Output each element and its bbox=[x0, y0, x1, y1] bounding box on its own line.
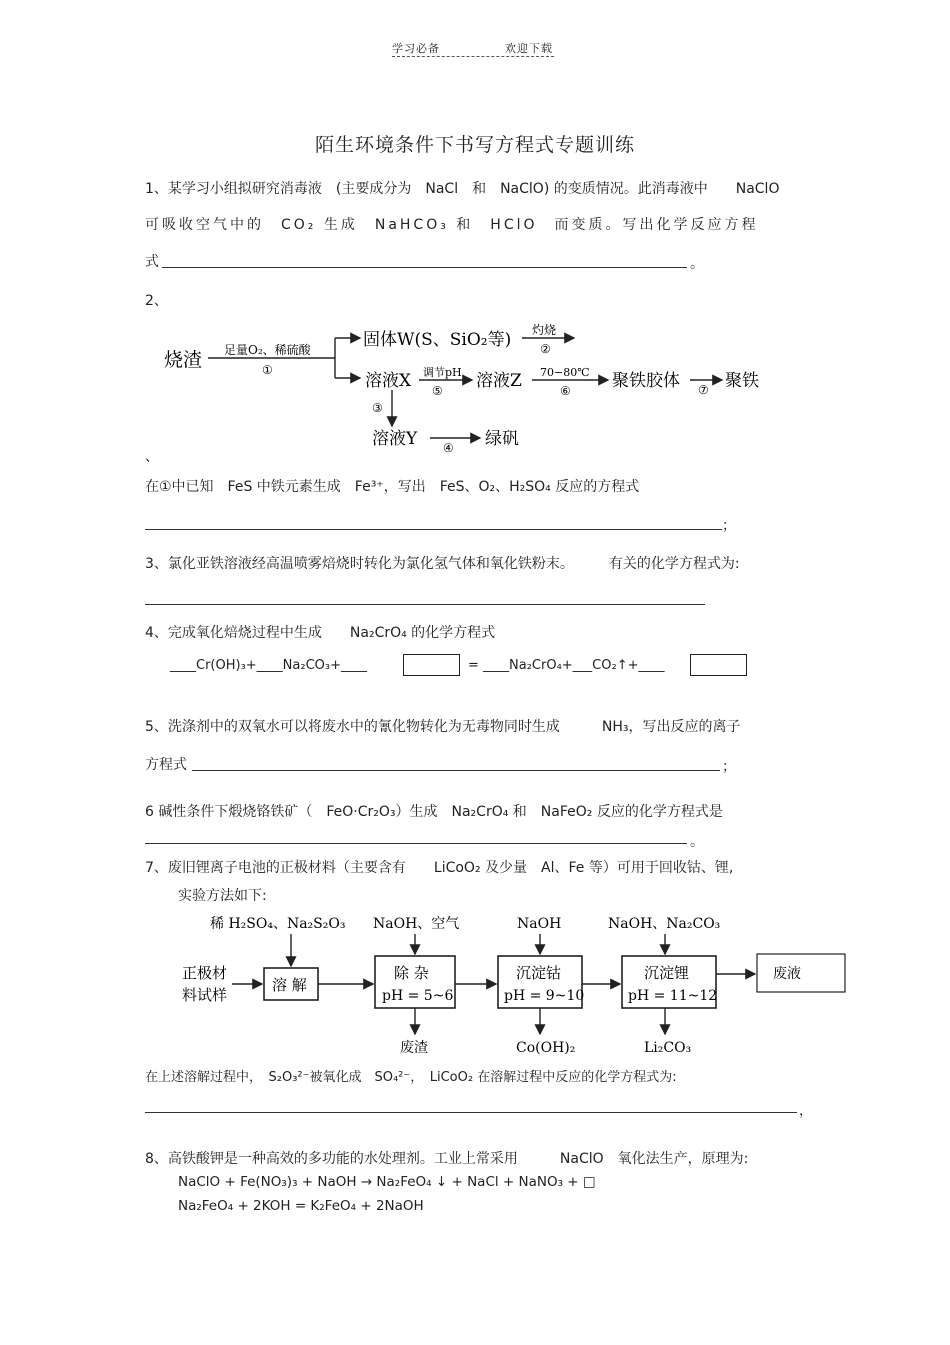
fc7-out3: Co(OH)₂ bbox=[516, 1040, 576, 1056]
fc2-arrow4: ④ bbox=[443, 441, 454, 453]
q2-flowchart bbox=[160, 318, 765, 453]
fc2-start: 烧渣 bbox=[164, 349, 203, 371]
fc2-solz: 溶液Z bbox=[476, 371, 522, 391]
q2-text: 在①中已知 FeS 中铁元素生成 Fe³⁺，写出 FeS、O₂、H₂SO₄ 反应的方程式 bbox=[145, 479, 640, 495]
fc7-box4b: pH = 11~12 bbox=[628, 988, 718, 1004]
q7-line2: 实验方法如下: bbox=[178, 888, 267, 904]
fc2-solid: 固体W(S、SiO₂等) bbox=[363, 330, 512, 350]
q4-eq-b: = ____Na₂CrO₄+___CO₂↑+____ bbox=[468, 658, 665, 673]
q6-answer-line[interactable] bbox=[145, 843, 687, 844]
fc7-start-line1: 正极材 bbox=[182, 964, 228, 982]
fc2-arrow2-top: 灼烧 bbox=[532, 323, 557, 337]
header-right: 欢迎下载 bbox=[505, 42, 553, 55]
q1-answer-line[interactable] bbox=[162, 267, 687, 268]
fc7-out2: 废渣 bbox=[400, 1040, 428, 1056]
fc7-box3a: 沉淀钴 bbox=[516, 964, 562, 982]
q2-end: ； bbox=[722, 518, 736, 534]
fc2-vitriol: 绿矾 bbox=[485, 429, 519, 449]
q5-line2-start: 方程式 bbox=[145, 757, 187, 773]
q3-text: 3、氯化亚铁溶液经高温喷雾焙烧时转化为氯化氢气体和氧化铁粉末。 有关的化学方程式为: bbox=[145, 556, 740, 572]
page-header bbox=[392, 40, 553, 56]
fc2-arrow1-bottom: ① bbox=[262, 363, 273, 377]
q1-line3-start: 式 bbox=[145, 254, 159, 270]
fc2-solx: 溶液X bbox=[365, 371, 412, 391]
fc7-reagent-1: 稀 H₂SO₄、Na₂S₂O₃ bbox=[210, 916, 346, 932]
fc7-box2a: 除 杂 bbox=[394, 964, 429, 982]
fc7-box3b: pH = 9~10 bbox=[504, 988, 585, 1004]
fc7-reagent-3: NaOH bbox=[517, 916, 562, 932]
fc2-arrow7: ⑦ bbox=[698, 383, 709, 397]
q2-answer-line[interactable] bbox=[145, 529, 722, 530]
fc7-start-line2: 料试样 bbox=[182, 986, 228, 1004]
fc2-arrow2-bottom: ② bbox=[540, 342, 551, 356]
fc7-out4: Li₂CO₃ bbox=[644, 1040, 692, 1056]
q8-eq1: NaClO + Fe(NO₃)₃ + NaOH → Na₂FeO₄ ↓ + NaCl + NaNO₃ + □ bbox=[178, 1174, 596, 1190]
q8-eq2: Na₂FeO₄ + 2KOH = K₂FeO₄ + 2NaOH bbox=[178, 1198, 424, 1214]
q1-line2: 可吸收空气中的 CO₂ 生成 NaHCO₃ 和 HClO 而变质。写出化学反应方程 bbox=[145, 217, 759, 233]
header-divider bbox=[392, 56, 554, 57]
q3-answer-line[interactable] bbox=[145, 604, 705, 605]
q6-text: 6 碱性条件下煅烧铬铁矿（ FeO·Cr₂O₃）生成 Na₂CrO₄ 和 NaFeO₂ 反应的化学方程式是 bbox=[145, 804, 723, 820]
q5-line1: 5、洗涤剂中的双氧水可以将废水中的氰化物转化为无毒物同时生成 NH₃，写出反应的离子 bbox=[145, 719, 741, 735]
fc2-arrow1-top: 足量O₂、稀硫酸 bbox=[224, 343, 311, 357]
q7-answer-line[interactable] bbox=[145, 1112, 797, 1113]
q4-blank-box-2[interactable] bbox=[690, 654, 747, 676]
fc7-reagent-2: NaOH、空气 bbox=[373, 916, 460, 932]
fc7-box1: 溶 解 bbox=[272, 976, 307, 994]
q5-end: ； bbox=[722, 759, 736, 775]
header-left: 学习必备 bbox=[392, 42, 440, 55]
fc2-arrow6-bottom: ⑥ bbox=[560, 384, 571, 398]
q2-number: 2、 bbox=[145, 293, 168, 309]
q4-text: 4、完成氧化焙烧过程中生成 Na₂CrO₄ 的化学方程式 bbox=[145, 625, 496, 641]
q2-mark: 、 bbox=[145, 449, 159, 465]
fc7-waste-liquid: 废液 bbox=[773, 966, 801, 982]
fc2-arrow3: ③ bbox=[372, 401, 383, 415]
q1-line3-end: 。 bbox=[690, 256, 704, 272]
q4-blank-box-1[interactable] bbox=[403, 654, 460, 676]
fc2-colloid: 聚铁胶体 bbox=[612, 371, 680, 391]
q7-end: ， bbox=[799, 1103, 813, 1119]
q5-answer-line[interactable] bbox=[192, 770, 720, 771]
fc2-product: 聚铁 bbox=[725, 371, 759, 391]
fc7-box4a: 沉淀锂 bbox=[644, 964, 690, 982]
fc2-arrow5-bottom: ⑤ bbox=[432, 384, 443, 398]
q4-eq-a: ____Cr(OH)₃+____Na₂CO₃+____ bbox=[170, 658, 367, 673]
fc2-arrow6-top: 70−80℃ bbox=[540, 366, 590, 379]
fc7-reagent-4: NaOH、Na₂CO₃ bbox=[608, 916, 721, 932]
fc7-box-waste bbox=[757, 954, 845, 992]
q6-end: 。 bbox=[690, 834, 704, 850]
fc2-arrow5-top: 调节pH bbox=[423, 366, 462, 379]
q7-text: 在上述溶解过程中， S₂O₃²⁻被氧化成 SO₄²⁻， LiCoO₂ 在溶解过程中反应的化学方程式为: bbox=[145, 1070, 677, 1085]
fc2-soly: 溶液Y bbox=[372, 429, 418, 449]
q7-line1: 7、废旧锂离子电池的正极材料（主要含有 LiCoO₂ 及少量 Al、Fe 等）可用于回收钴、锂, bbox=[145, 860, 734, 876]
page-title: 陌生环境条件下书写方程式专题训练 bbox=[314, 134, 635, 156]
fc7-box2b: pH = 5~6 bbox=[382, 988, 454, 1004]
q8-line1: 8、高铁酸钾是一种高效的多功能的水处理剂。工业上常采用 NaClO 氧化法生产，原理为: bbox=[145, 1151, 749, 1167]
q1-line1: 1、某学习小组拟研究消毒液 (主要成分为 NaCl 和 NaClO) 的变质情况。此消毒液中 NaClO bbox=[145, 181, 780, 197]
q7-flowchart bbox=[170, 908, 850, 1060]
